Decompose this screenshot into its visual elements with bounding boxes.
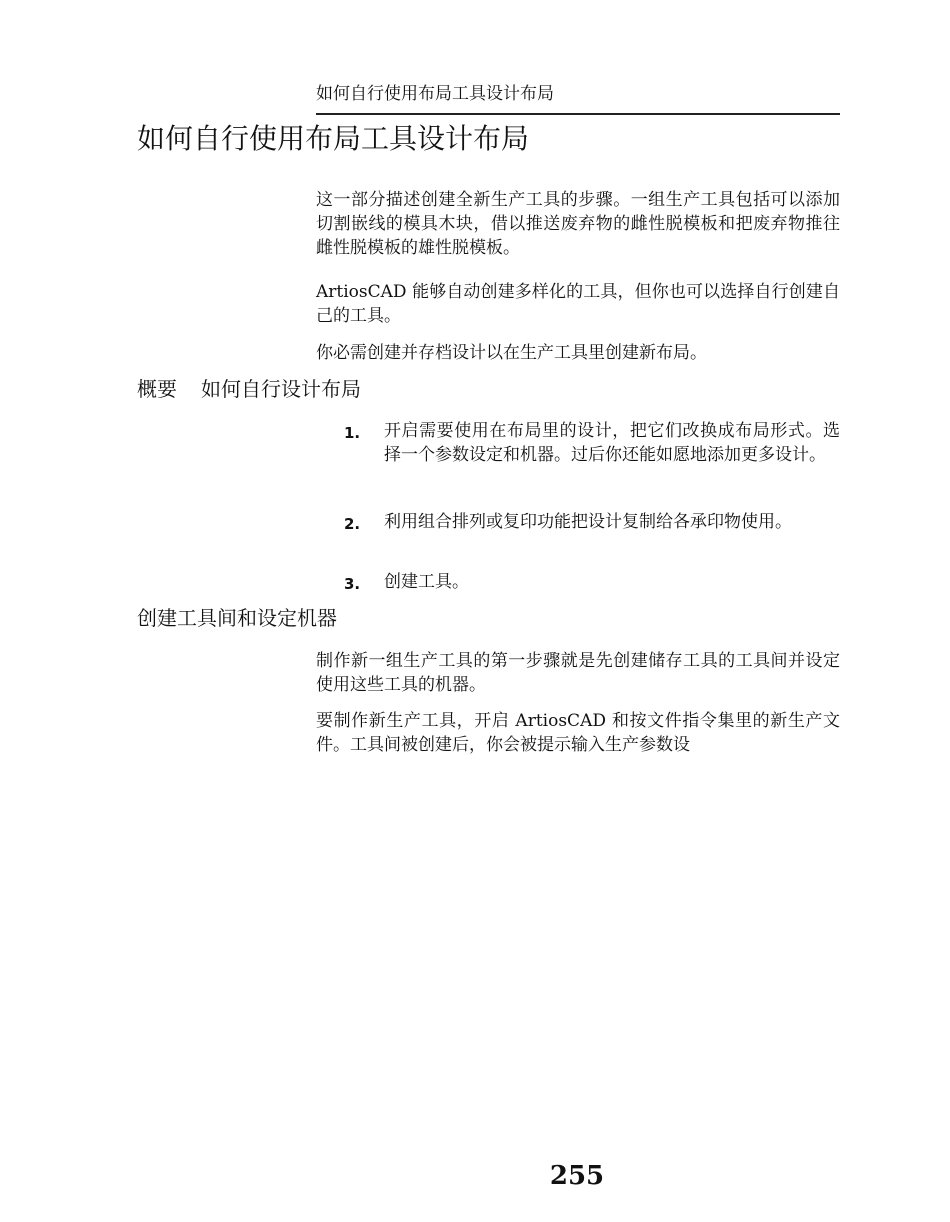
intro-paragraph-3: 你必需创建并存档设计以在生产工具里创建新布局。 bbox=[316, 343, 707, 363]
overview-heading bbox=[137, 375, 361, 403]
step-number: 3. bbox=[344, 575, 361, 593]
step-text: 创建工具。 bbox=[384, 572, 469, 592]
page-number: 255 bbox=[549, 1161, 605, 1191]
step-number: 1. bbox=[344, 424, 361, 442]
page-title: 如何自行使用布局工具设计布局 bbox=[137, 122, 530, 155]
step-text: 开启需要使用在布局里的设计，把它们改换成布局形式。选择一个参数设定和机器。过后你还能如愿地添加更多设计。 bbox=[384, 421, 840, 465]
intro-paragraph-1: 这一部分描述创建全新生产工具的步骤。一组生产工具包括可以添加切割嵌线的模具木块，借以推送废弃物的雌性脱模板和把废弃物推往雌性脱模板的雄性脱模板。 bbox=[316, 190, 840, 258]
step-number: 2. bbox=[344, 515, 361, 533]
step-text: 利用组合排列或复印功能把设计复制给各承印物使用。 bbox=[384, 512, 792, 532]
section-paragraph-2: 要制作新生产工具，开启 ArtiosCAD 和按文件指令集里的新生产文件。工具间被创建后，你会被提示输入生产参数设 bbox=[316, 711, 840, 755]
overview-title: 如何自行设计布局 bbox=[201, 377, 361, 401]
intro-paragraph-2: ArtiosCAD 能够自动创建多样化的工具，但你也可以选择自行创建自己的工具。 bbox=[316, 282, 840, 326]
header-rule bbox=[316, 113, 840, 115]
section-paragraph-1: 制作新一组生产工具的第一步骤就是先创建储存工具的工具间并设定使用这些工具的机器。 bbox=[316, 651, 840, 695]
section-heading: 创建工具间和设定机器 bbox=[137, 606, 337, 630]
running-header: 如何自行使用布局工具设计布局 bbox=[316, 84, 554, 104]
overview-label: 概要 bbox=[137, 377, 177, 401]
